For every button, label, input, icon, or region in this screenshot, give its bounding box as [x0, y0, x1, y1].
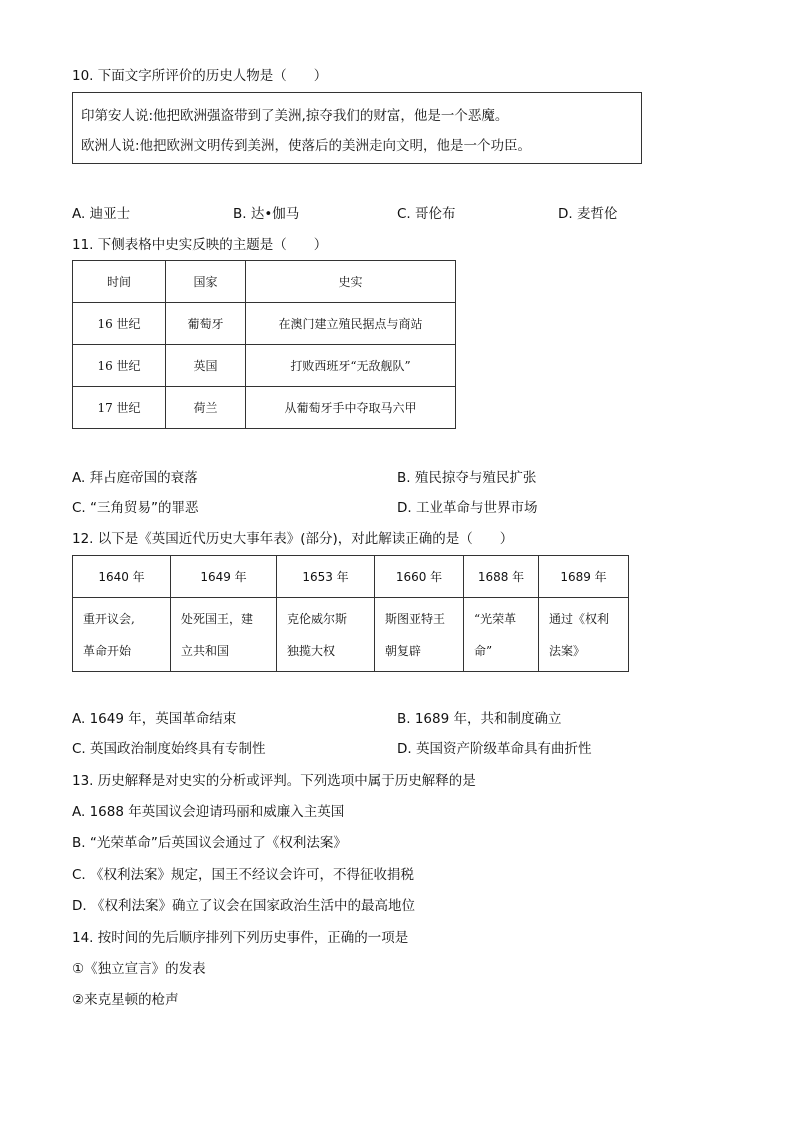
q12-event-line: 革命开始: [83, 643, 132, 658]
q10-quote-line-2: 欧洲人说:他把欧洲文明传到美洲，使落后的美洲走向文明，他是一个功臣。: [81, 138, 532, 154]
table-cell: 16 世纪: [73, 345, 166, 387]
q12-option-c[interactable]: C. 英国政治制度始终具有专制性: [72, 741, 266, 757]
q12-event-line: 立共和国: [181, 643, 230, 658]
q11-option-d[interactable]: D. 工业革命与世界市场: [397, 500, 538, 516]
q14-stem: 14. 按时间的先后顺序排列下列历史事件，正确的一项是: [72, 930, 409, 946]
q12-event-line: “光荣革: [474, 611, 517, 626]
table-cell: 从葡萄牙手中夺取马六甲: [246, 387, 456, 429]
q11-option-b[interactable]: B. 殖民掠夺与殖民扩张: [397, 470, 537, 486]
q13-option-d[interactable]: D. 《权利法案》确立了议会在国家政治生活中的最高地位: [72, 898, 415, 914]
q11-table: [72, 260, 456, 429]
q12-option-d[interactable]: D. 英国资产阶级革命具有曲折性: [397, 741, 592, 757]
q12-event-cell: [277, 598, 375, 672]
table-cell: 在澳门建立殖民据点与商站: [246, 303, 456, 345]
q13-option-a[interactable]: A. 1688 年英国议会迎请玛丽和威廉入主英国: [72, 804, 345, 820]
q13-option-c[interactable]: C. 《权利法案》规定，国王不经议会许可，不得征收捐税: [72, 867, 415, 883]
q12-event-cell: [375, 598, 464, 672]
q11-header-time: 时间: [73, 261, 166, 303]
table-row: [73, 303, 456, 345]
table-cell: 葡萄牙: [166, 303, 246, 345]
table-cell: 荷兰: [166, 387, 246, 429]
q12-event-cell: [171, 598, 277, 672]
table-cell: 打败西班牙“无敌舰队”: [246, 345, 456, 387]
q13-stem: 13. 历史解释是对史实的分析或评判。下列选项中属于历史解释的是: [72, 773, 476, 789]
q12-option-a[interactable]: A. 1649 年，英国革命结束: [72, 711, 237, 727]
q10-quote-box: [72, 92, 642, 164]
q12-stem: 12. 以下是《英国近代历史大事年表》(部分)，对此解读正确的是（ ）: [72, 531, 514, 547]
q12-year-cell: 1660 年: [375, 556, 464, 598]
q12-event-cell: [73, 598, 171, 672]
q10-option-d[interactable]: D. 麦哲伦: [558, 206, 618, 222]
q12-year-cell: 1689 年: [539, 556, 629, 598]
table-cell: 16 世纪: [73, 303, 166, 345]
q10-option-c[interactable]: C. 哥伦布: [397, 206, 456, 222]
q12-event-cell: [539, 598, 629, 672]
q12-year-cell: 1653 年: [277, 556, 375, 598]
q13-option-b[interactable]: B. “光荣革命”后英国议会通过了《权利法案》: [72, 835, 347, 851]
q11-stem: 11. 下侧表格中史实反映的主题是（ ）: [72, 237, 328, 253]
q11-option-c[interactable]: C. “三角贸易”的罪恶: [72, 500, 199, 516]
table-cell: 17 世纪: [73, 387, 166, 429]
q12-event-line: 克伦威尔斯: [287, 611, 348, 626]
table-row: [73, 345, 456, 387]
q12-event-line: 通过《权利: [549, 611, 610, 626]
q14-item-2: ②来克星顿的枪声: [72, 992, 179, 1008]
table-cell: 英国: [166, 345, 246, 387]
q12-option-b[interactable]: B. 1689 年，共和制度确立: [397, 711, 562, 727]
table-row: [73, 598, 629, 672]
q11-option-a[interactable]: A. 拜占庭帝国的衰落: [72, 470, 198, 486]
q12-event-line: 命”: [474, 643, 493, 658]
table-row: [73, 556, 629, 598]
q12-event-line: 斯图亚特王: [385, 611, 446, 626]
q12-timeline-table: [72, 555, 629, 672]
q12-event-line: 独揽大权: [287, 643, 336, 658]
q11-header-fact: 史实: [246, 261, 456, 303]
q12-year-cell: 1640 年: [73, 556, 171, 598]
q14-item-1: ①《独立宣言》的发表: [72, 961, 206, 977]
q12-year-cell: 1649 年: [171, 556, 277, 598]
q12-event-line: 法案》: [549, 643, 586, 658]
q10-option-a[interactable]: A. 迪亚士: [72, 206, 131, 222]
table-row: [73, 387, 456, 429]
q11-header-country: 国家: [166, 261, 246, 303]
q12-year-cell: 1688 年: [464, 556, 539, 598]
q12-event-line: 处死国王，建: [181, 611, 254, 626]
q10-quote-line-1: 印第安人说:他把欧洲强盗带到了美洲,掠夺我们的财富，他是一个恶魔。: [81, 108, 509, 124]
q10-option-b[interactable]: B. 达•伽马: [233, 206, 300, 222]
q12-event-line: 重开议会,: [83, 611, 135, 626]
q10-stem: 10. 下面文字所评价的历史人物是（ ）: [72, 68, 328, 84]
q12-event-line: 朝复辟: [385, 643, 422, 658]
q12-event-cell: [464, 598, 539, 672]
